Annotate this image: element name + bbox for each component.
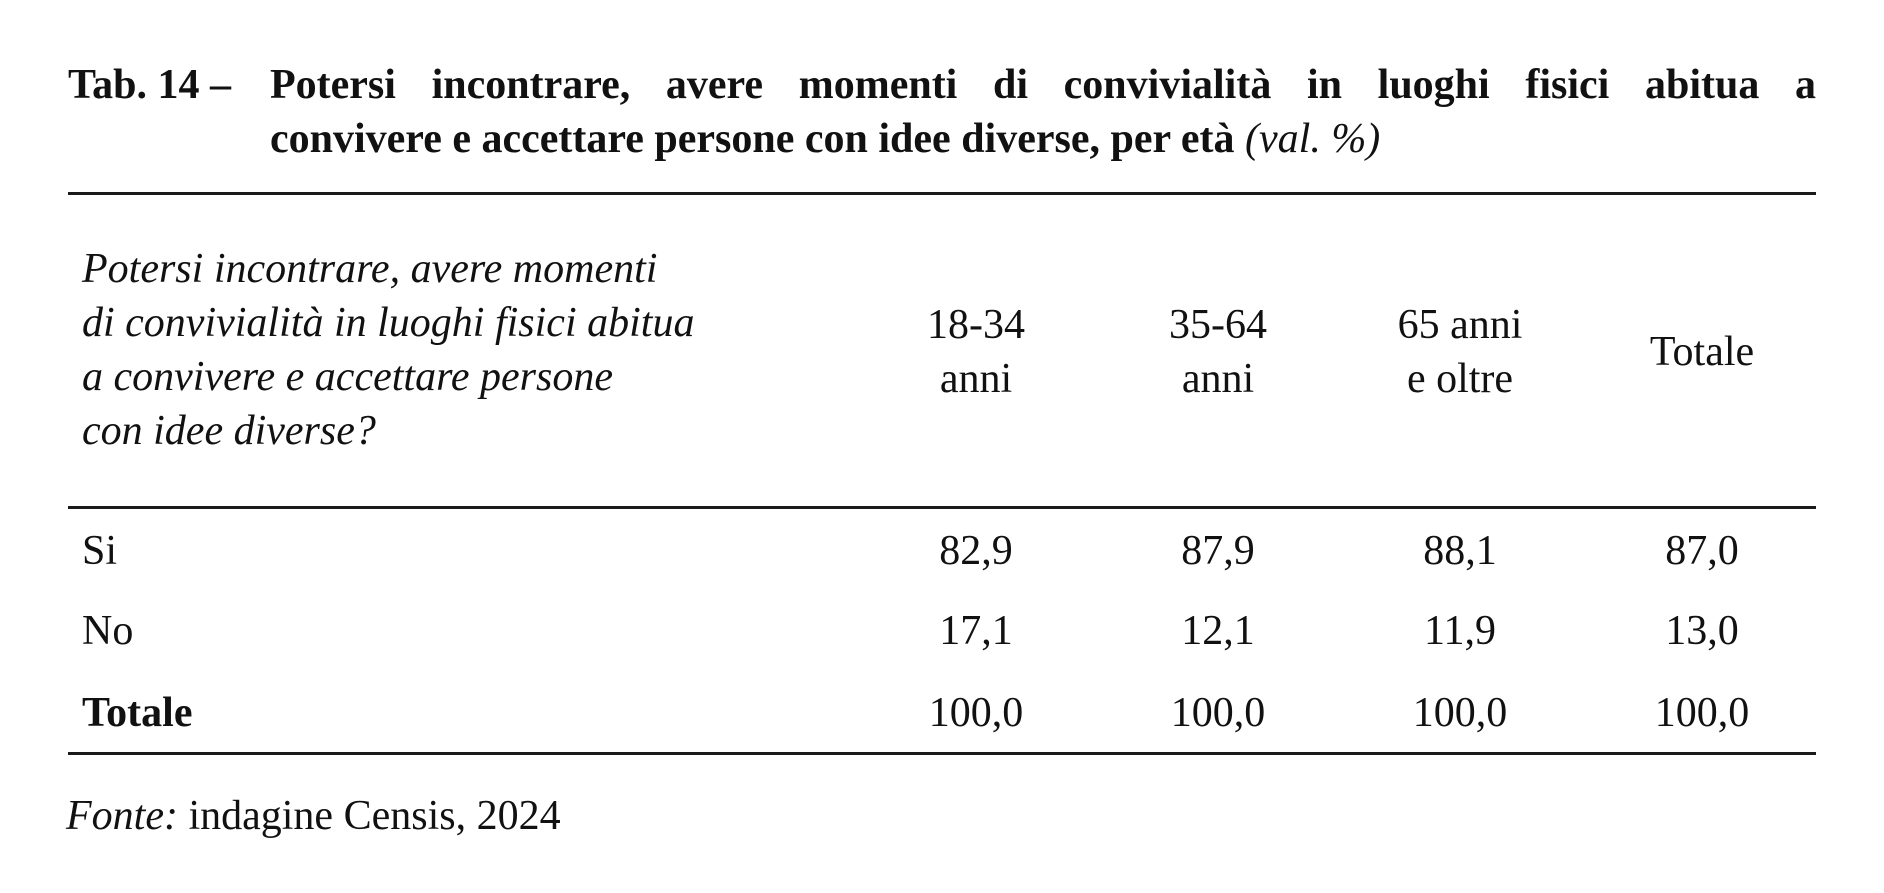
- table-cell: 13,0: [1665, 608, 1739, 654]
- question-header: [82, 242, 802, 458]
- question-line: Potersi incontrare, avere momenti: [82, 246, 658, 292]
- title-unit: (val. %): [1245, 116, 1381, 162]
- table-number: Tab. 14 –: [68, 62, 232, 108]
- title-line-1: [68, 58, 1816, 112]
- column-header-line: anni: [1181, 356, 1255, 402]
- column-header-line: 35-64: [1169, 302, 1267, 348]
- row-label: Si: [82, 528, 118, 574]
- column-header-line: Totale: [1649, 329, 1755, 375]
- question-line: a convivere e accettare persone: [82, 354, 613, 400]
- title-text-line-1: Potersi incontrare, avere momenti di convivialità in luoghi fisici abitua a: [270, 62, 1816, 108]
- table-row-si: [0, 521, 1884, 581]
- table-cell: 87,0: [1665, 528, 1739, 574]
- table-cell: 82,9: [939, 528, 1013, 574]
- question-line: di convivialità in luoghi fisici abitua: [82, 300, 695, 346]
- table-row-totale: [0, 683, 1884, 743]
- table-cell: 100,0: [928, 690, 1024, 736]
- title-text-line-2: convivere e accettare persone con idee diverse, per età: [270, 116, 1235, 162]
- question-line: con idee diverse?: [82, 408, 376, 454]
- title-line-2: [68, 112, 1816, 166]
- column-header-65-plus: [1350, 298, 1570, 406]
- column-header-totale: [1592, 325, 1812, 379]
- column-header-line: anni: [939, 356, 1013, 402]
- column-header-line: e oltre: [1406, 356, 1514, 402]
- table-title: [68, 58, 1816, 166]
- source-note: [66, 786, 561, 846]
- source-text: indagine Censis, 2024: [177, 793, 561, 839]
- column-header-18-34: [866, 298, 1086, 406]
- table-cell: 17,1: [939, 608, 1013, 654]
- table-cell: 88,1: [1423, 528, 1497, 574]
- table-cell: 11,9: [1424, 608, 1496, 654]
- top-rule: [68, 192, 1816, 195]
- bottom-rule: [68, 752, 1816, 755]
- table-cell: 100,0: [1412, 690, 1508, 736]
- table-cell: 100,0: [1654, 690, 1750, 736]
- table-row-no: [0, 601, 1884, 661]
- table-cell: 12,1: [1181, 608, 1255, 654]
- row-label: No: [82, 608, 134, 654]
- header-rule: [68, 506, 1816, 509]
- source-label: Fonte:: [66, 793, 178, 839]
- row-label: Totale: [82, 690, 193, 736]
- column-header-35-64: [1108, 298, 1328, 406]
- table-cell: 100,0: [1170, 690, 1266, 736]
- column-header-line: 18-34: [927, 302, 1025, 348]
- table-cell: 87,9: [1181, 528, 1255, 574]
- column-header-line: 65 anni: [1397, 302, 1523, 348]
